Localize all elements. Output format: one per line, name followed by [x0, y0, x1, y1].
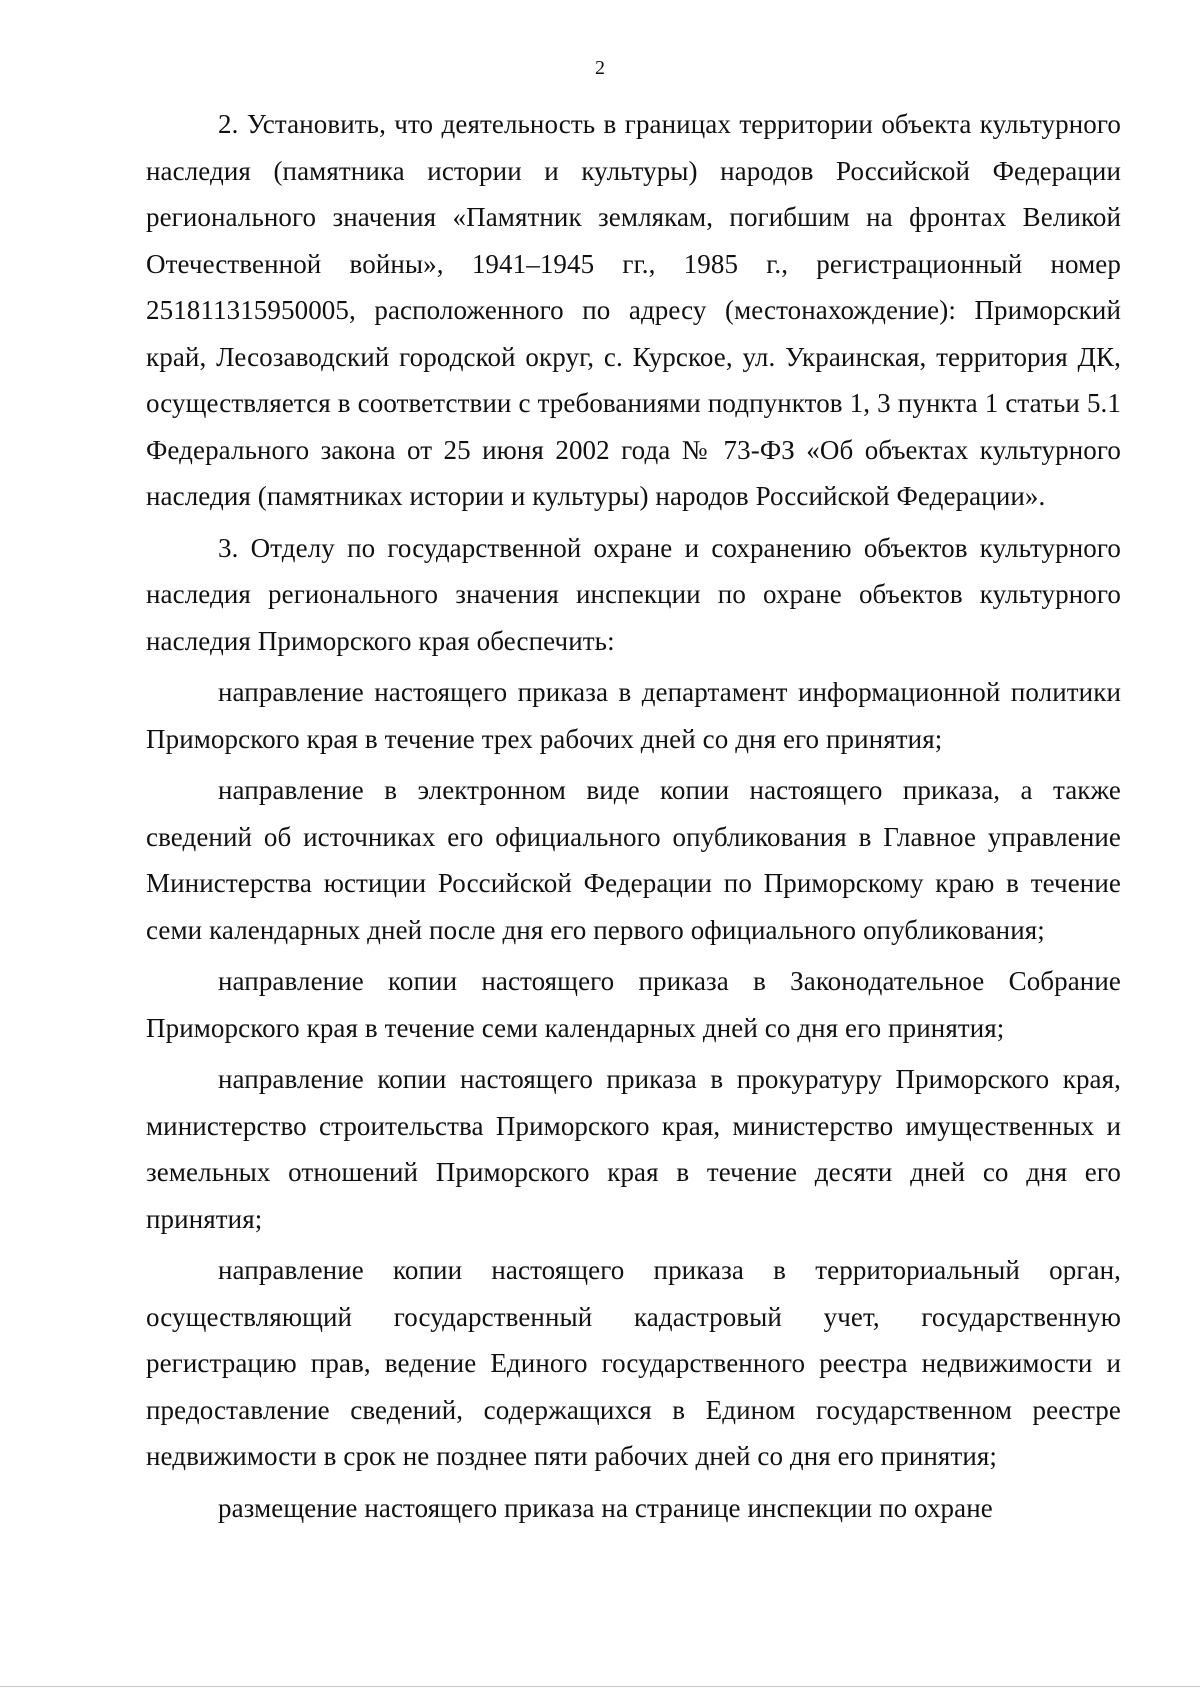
paragraph-item-2: 2. Установить, что деятельность в границах территории объекта культурного наследия (памятника истории и культуры) народов Российской Федерации регионального значения «Памятник землякам, погибшим на фронтах Великой Отечественной войны», 1941–1945 гг., 1985 г., регистрационный номер 251811315950005, расположенного по адресу (местонахождение): Приморский край, Лесозаводский городской округ, с. Курское, ул. Украинская, территория ДК, осуществляется в соответствии с требованиями подпунктов 1, 3 пункта 1 статьи 5.1 Федерального закона от 25 июня 2002 года № 73-ФЗ «Об объектах культурного наследия (памятниках истории и культуры) народов Российской Федерации».: [146, 109, 1121, 511]
paragraph-justice-ministry: направление в электронном виде копии настоящего приказа, а также сведений об источниках его официального опубликования в Главное управление Министерства юстиции Российской Федерации по Приморскому краю в течение семи календарных дней после дня его первого официального опубликования;: [146, 775, 1121, 945]
page-number: 2: [595, 57, 605, 79]
paragraph-publication: размещение настоящего приказа на странице инспекции по охране: [218, 1492, 993, 1523]
document-body: [146, 101, 1121, 1531]
paragraph-cadastral: направление копии настоящего приказа в территориальный орган, осуществляющий государственный кадастровый учет, государственную регистрацию прав, ведение Единого государственного реестра недвижимости и предоставление сведений, содержащихся в Едином государственном реестре недвижимости в срок не позднее пяти рабочих дней со дня его принятия;: [146, 1255, 1121, 1471]
paragraph-legislative-assembly: направление копии настоящего приказа в Законодательное Собрание Приморского края в течение семи календарных дней со дня его принятия;: [146, 966, 1121, 1043]
paragraph-item-3: 3. Отделу по государственной охране и сохранению объектов культурного наследия регионального значения инспекции по охране объектов культурного наследия Приморского края обеспечить:: [146, 532, 1121, 656]
page-bottom-edge: [0, 1686, 1200, 1687]
paragraph-info-policy: направление настоящего приказа в департамент информационной политики Приморского края в течение трех рабочих дней со дня его принятия;: [146, 677, 1121, 754]
paragraph-prosecutor: направление копии настоящего приказа в прокуратуру Приморского края, министерство строительства Приморского края, министерство имущественных и земельных отношений Приморского края в течение десяти дней со дня его принятия;: [146, 1064, 1121, 1234]
